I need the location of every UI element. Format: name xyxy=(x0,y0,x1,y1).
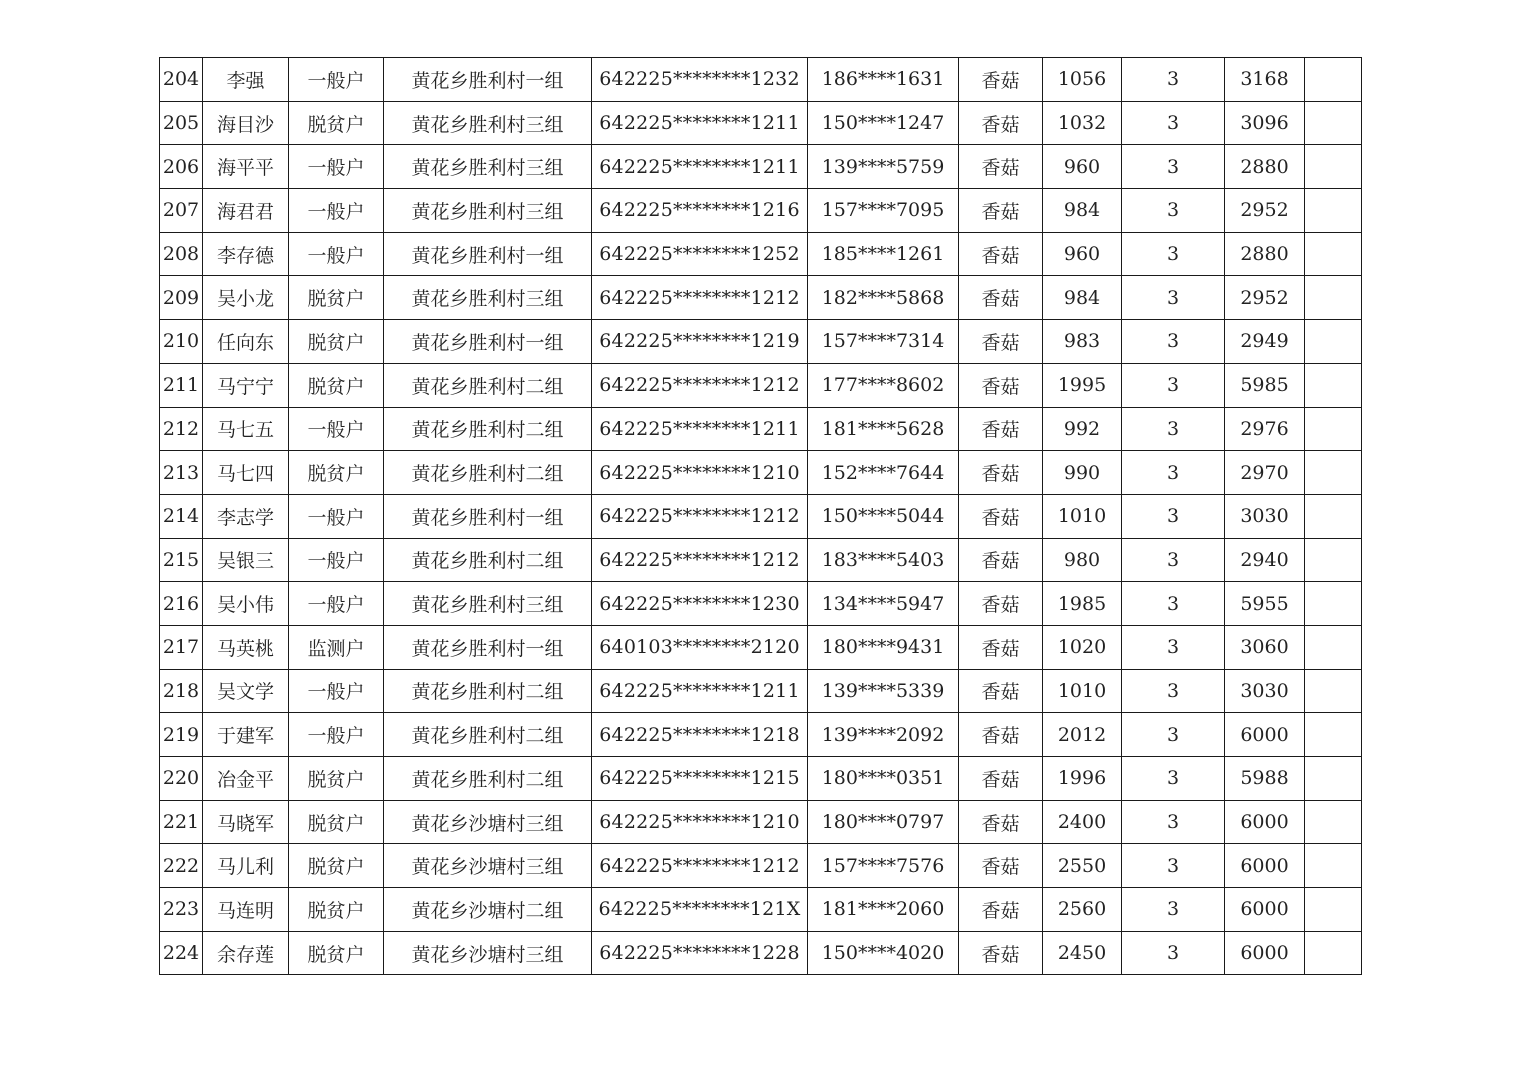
id-number-cell: 642225********1212 xyxy=(592,276,808,320)
id-number-cell: 642225********121X xyxy=(592,888,808,932)
table-body xyxy=(160,58,1362,975)
name-cell: 吴文学 xyxy=(203,669,289,713)
id-number-cell: 640103********2120 xyxy=(592,625,808,669)
row-number-cell: 211 xyxy=(160,363,203,407)
address-cell: 黄花乡胜利村三组 xyxy=(384,276,592,320)
row-number-cell: 209 xyxy=(160,276,203,320)
row-number-cell: 213 xyxy=(160,451,203,495)
address-cell: 黄花乡胜利村三组 xyxy=(384,145,592,189)
table-row xyxy=(160,276,1362,320)
phone-cell: 152****7644 xyxy=(808,451,959,495)
name-cell: 任向东 xyxy=(203,320,289,364)
remark-cell xyxy=(1305,276,1362,320)
crop-cell: 香菇 xyxy=(959,189,1043,233)
address-cell: 黄花乡胜利村一组 xyxy=(384,625,592,669)
amount-cell: 992 xyxy=(1043,407,1122,451)
household-type-cell: 一般户 xyxy=(289,145,384,189)
address-cell: 黄花乡沙塘村二组 xyxy=(384,888,592,932)
table-row xyxy=(160,757,1362,801)
remark-cell xyxy=(1305,363,1362,407)
amount-cell: 960 xyxy=(1043,232,1122,276)
household-type-cell: 一般户 xyxy=(289,538,384,582)
household-type-cell: 一般户 xyxy=(289,713,384,757)
table-row xyxy=(160,888,1362,932)
table-row xyxy=(160,189,1362,233)
crop-cell: 香菇 xyxy=(959,276,1043,320)
crop-cell: 香菇 xyxy=(959,58,1043,102)
id-number-cell: 642225********1212 xyxy=(592,844,808,888)
id-number-cell: 642225********1216 xyxy=(592,189,808,233)
amount-cell: 1032 xyxy=(1043,101,1122,145)
table-row xyxy=(160,538,1362,582)
rate-cell: 3 xyxy=(1122,494,1225,538)
household-type-cell: 脱贫户 xyxy=(289,931,384,975)
remark-cell xyxy=(1305,232,1362,276)
name-cell: 马宁宁 xyxy=(203,363,289,407)
remark-cell xyxy=(1305,931,1362,975)
rate-cell: 3 xyxy=(1122,800,1225,844)
id-number-cell: 642225********1211 xyxy=(592,101,808,145)
id-number-cell: 642225********1212 xyxy=(592,363,808,407)
row-number-cell: 220 xyxy=(160,757,203,801)
household-type-cell: 脱贫户 xyxy=(289,363,384,407)
address-cell: 黄花乡沙塘村三组 xyxy=(384,800,592,844)
rate-cell: 3 xyxy=(1122,451,1225,495)
name-cell: 于建军 xyxy=(203,713,289,757)
table-row xyxy=(160,713,1362,757)
remark-cell xyxy=(1305,625,1362,669)
household-type-cell: 脱贫户 xyxy=(289,276,384,320)
total-cell: 2880 xyxy=(1225,145,1305,189)
crop-cell: 香菇 xyxy=(959,669,1043,713)
amount-cell: 2550 xyxy=(1043,844,1122,888)
table-row xyxy=(160,145,1362,189)
row-number-cell: 207 xyxy=(160,189,203,233)
total-cell: 6000 xyxy=(1225,800,1305,844)
phone-cell: 139****5339 xyxy=(808,669,959,713)
remark-cell xyxy=(1305,407,1362,451)
phone-cell: 157****7576 xyxy=(808,844,959,888)
rate-cell: 3 xyxy=(1122,757,1225,801)
address-cell: 黄花乡胜利村二组 xyxy=(384,713,592,757)
crop-cell: 香菇 xyxy=(959,713,1043,757)
id-number-cell: 642225********1215 xyxy=(592,757,808,801)
phone-cell: 177****8602 xyxy=(808,363,959,407)
remark-cell xyxy=(1305,101,1362,145)
total-cell: 3030 xyxy=(1225,669,1305,713)
phone-cell: 181****2060 xyxy=(808,888,959,932)
household-type-cell: 脱贫户 xyxy=(289,844,384,888)
household-type-cell: 一般户 xyxy=(289,189,384,233)
row-number-cell: 205 xyxy=(160,101,203,145)
name-cell: 马七五 xyxy=(203,407,289,451)
phone-cell: 186****1631 xyxy=(808,58,959,102)
amount-cell: 984 xyxy=(1043,189,1122,233)
amount-cell: 1996 xyxy=(1043,757,1122,801)
address-cell: 黄花乡胜利村二组 xyxy=(384,451,592,495)
table-row xyxy=(160,494,1362,538)
name-cell: 马七四 xyxy=(203,451,289,495)
remark-cell xyxy=(1305,800,1362,844)
rate-cell: 3 xyxy=(1122,407,1225,451)
household-type-cell: 一般户 xyxy=(289,582,384,626)
table-row xyxy=(160,800,1362,844)
rate-cell: 3 xyxy=(1122,625,1225,669)
total-cell: 2880 xyxy=(1225,232,1305,276)
row-number-cell: 219 xyxy=(160,713,203,757)
table-row xyxy=(160,625,1362,669)
rate-cell: 3 xyxy=(1122,669,1225,713)
crop-cell: 香菇 xyxy=(959,320,1043,364)
rate-cell: 3 xyxy=(1122,582,1225,626)
phone-cell: 181****5628 xyxy=(808,407,959,451)
row-number-cell: 208 xyxy=(160,232,203,276)
household-type-cell: 脱贫户 xyxy=(289,101,384,145)
household-type-cell: 脱贫户 xyxy=(289,757,384,801)
crop-cell: 香菇 xyxy=(959,625,1043,669)
household-type-cell: 脱贫户 xyxy=(289,451,384,495)
total-cell: 2949 xyxy=(1225,320,1305,364)
table-row xyxy=(160,101,1362,145)
total-cell: 5988 xyxy=(1225,757,1305,801)
name-cell: 余存莲 xyxy=(203,931,289,975)
address-cell: 黄花乡胜利村一组 xyxy=(384,232,592,276)
remark-cell xyxy=(1305,189,1362,233)
table-row xyxy=(160,844,1362,888)
phone-cell: 182****5868 xyxy=(808,276,959,320)
crop-cell: 香菇 xyxy=(959,888,1043,932)
crop-cell: 香菇 xyxy=(959,232,1043,276)
address-cell: 黄花乡胜利村一组 xyxy=(384,320,592,364)
amount-cell: 980 xyxy=(1043,538,1122,582)
rate-cell: 3 xyxy=(1122,189,1225,233)
rate-cell: 3 xyxy=(1122,320,1225,364)
row-number-cell: 212 xyxy=(160,407,203,451)
rate-cell: 3 xyxy=(1122,931,1225,975)
row-number-cell: 221 xyxy=(160,800,203,844)
amount-cell: 2560 xyxy=(1043,888,1122,932)
name-cell: 马儿利 xyxy=(203,844,289,888)
amount-cell: 2450 xyxy=(1043,931,1122,975)
row-number-cell: 217 xyxy=(160,625,203,669)
crop-cell: 香菇 xyxy=(959,757,1043,801)
crop-cell: 香菇 xyxy=(959,582,1043,626)
household-type-cell: 脱贫户 xyxy=(289,800,384,844)
id-number-cell: 642225********1212 xyxy=(592,494,808,538)
phone-cell: 150****4020 xyxy=(808,931,959,975)
total-cell: 6000 xyxy=(1225,713,1305,757)
id-number-cell: 642225********1230 xyxy=(592,582,808,626)
id-number-cell: 642225********1232 xyxy=(592,58,808,102)
address-cell: 黄花乡胜利村三组 xyxy=(384,582,592,626)
name-cell: 海平平 xyxy=(203,145,289,189)
amount-cell: 1020 xyxy=(1043,625,1122,669)
table-row xyxy=(160,232,1362,276)
name-cell: 马晓军 xyxy=(203,800,289,844)
amount-cell: 1056 xyxy=(1043,58,1122,102)
amount-cell: 1985 xyxy=(1043,582,1122,626)
row-number-cell: 215 xyxy=(160,538,203,582)
address-cell: 黄花乡胜利村三组 xyxy=(384,101,592,145)
rate-cell: 3 xyxy=(1122,363,1225,407)
amount-cell: 990 xyxy=(1043,451,1122,495)
name-cell: 李强 xyxy=(203,58,289,102)
total-cell: 6000 xyxy=(1225,888,1305,932)
name-cell: 冶金平 xyxy=(203,757,289,801)
name-cell: 吴银三 xyxy=(203,538,289,582)
id-number-cell: 642225********1212 xyxy=(592,538,808,582)
table-row xyxy=(160,669,1362,713)
address-cell: 黄花乡沙塘村三组 xyxy=(384,844,592,888)
crop-cell: 香菇 xyxy=(959,101,1043,145)
id-number-cell: 642225********1219 xyxy=(592,320,808,364)
address-cell: 黄花乡胜利村三组 xyxy=(384,189,592,233)
crop-cell: 香菇 xyxy=(959,407,1043,451)
crop-cell: 香菇 xyxy=(959,931,1043,975)
rate-cell: 3 xyxy=(1122,713,1225,757)
household-type-cell: 一般户 xyxy=(289,669,384,713)
total-cell: 2940 xyxy=(1225,538,1305,582)
phone-cell: 183****5403 xyxy=(808,538,959,582)
crop-cell: 香菇 xyxy=(959,145,1043,189)
remark-cell xyxy=(1305,58,1362,102)
id-number-cell: 642225********1210 xyxy=(592,451,808,495)
address-cell: 黄花乡胜利村二组 xyxy=(384,757,592,801)
phone-cell: 180****0351 xyxy=(808,757,959,801)
household-type-cell: 脱贫户 xyxy=(289,888,384,932)
total-cell: 3030 xyxy=(1225,494,1305,538)
remark-cell xyxy=(1305,669,1362,713)
household-type-cell: 一般户 xyxy=(289,407,384,451)
address-cell: 黄花乡胜利村二组 xyxy=(384,407,592,451)
amount-cell: 1010 xyxy=(1043,669,1122,713)
table-row xyxy=(160,931,1362,975)
row-number-cell: 223 xyxy=(160,888,203,932)
table-row xyxy=(160,451,1362,495)
phone-cell: 157****7095 xyxy=(808,189,959,233)
amount-cell: 1995 xyxy=(1043,363,1122,407)
row-number-cell: 210 xyxy=(160,320,203,364)
address-cell: 黄花乡胜利村一组 xyxy=(384,58,592,102)
crop-cell: 香菇 xyxy=(959,451,1043,495)
name-cell: 李志学 xyxy=(203,494,289,538)
crop-cell: 香菇 xyxy=(959,800,1043,844)
household-type-cell: 一般户 xyxy=(289,494,384,538)
amount-cell: 1010 xyxy=(1043,494,1122,538)
total-cell: 2970 xyxy=(1225,451,1305,495)
remark-cell xyxy=(1305,844,1362,888)
total-cell: 2952 xyxy=(1225,189,1305,233)
phone-cell: 139****5759 xyxy=(808,145,959,189)
remark-cell xyxy=(1305,451,1362,495)
table-row xyxy=(160,320,1362,364)
household-type-cell: 一般户 xyxy=(289,232,384,276)
phone-cell: 180****0797 xyxy=(808,800,959,844)
household-type-cell: 一般户 xyxy=(289,58,384,102)
total-cell: 6000 xyxy=(1225,844,1305,888)
total-cell: 2976 xyxy=(1225,407,1305,451)
rate-cell: 3 xyxy=(1122,232,1225,276)
crop-cell: 香菇 xyxy=(959,363,1043,407)
address-cell: 黄花乡胜利村二组 xyxy=(384,669,592,713)
remark-cell xyxy=(1305,757,1362,801)
total-cell: 5955 xyxy=(1225,582,1305,626)
name-cell: 马连明 xyxy=(203,888,289,932)
phone-cell: 134****5947 xyxy=(808,582,959,626)
id-number-cell: 642225********1211 xyxy=(592,407,808,451)
rate-cell: 3 xyxy=(1122,844,1225,888)
row-number-cell: 224 xyxy=(160,931,203,975)
rate-cell: 3 xyxy=(1122,888,1225,932)
remark-cell xyxy=(1305,494,1362,538)
amount-cell: 984 xyxy=(1043,276,1122,320)
phone-cell: 139****2092 xyxy=(808,713,959,757)
name-cell: 吴小龙 xyxy=(203,276,289,320)
remark-cell xyxy=(1305,888,1362,932)
table-row xyxy=(160,407,1362,451)
crop-cell: 香菇 xyxy=(959,494,1043,538)
rate-cell: 3 xyxy=(1122,58,1225,102)
phone-cell: 150****5044 xyxy=(808,494,959,538)
row-number-cell: 206 xyxy=(160,145,203,189)
rate-cell: 3 xyxy=(1122,538,1225,582)
rate-cell: 3 xyxy=(1122,276,1225,320)
crop-cell: 香菇 xyxy=(959,844,1043,888)
row-number-cell: 216 xyxy=(160,582,203,626)
id-number-cell: 642225********1210 xyxy=(592,800,808,844)
name-cell: 马英桃 xyxy=(203,625,289,669)
name-cell: 吴小伟 xyxy=(203,582,289,626)
roster-table xyxy=(159,57,1362,975)
row-number-cell: 204 xyxy=(160,58,203,102)
total-cell: 5985 xyxy=(1225,363,1305,407)
phone-cell: 157****7314 xyxy=(808,320,959,364)
amount-cell: 2012 xyxy=(1043,713,1122,757)
remark-cell xyxy=(1305,582,1362,626)
total-cell: 3060 xyxy=(1225,625,1305,669)
household-type-cell: 脱贫户 xyxy=(289,320,384,364)
row-number-cell: 222 xyxy=(160,844,203,888)
total-cell: 3096 xyxy=(1225,101,1305,145)
household-type-cell: 监测户 xyxy=(289,625,384,669)
rate-cell: 3 xyxy=(1122,145,1225,189)
name-cell: 海目沙 xyxy=(203,101,289,145)
phone-cell: 150****1247 xyxy=(808,101,959,145)
address-cell: 黄花乡胜利村一组 xyxy=(384,494,592,538)
amount-cell: 960 xyxy=(1043,145,1122,189)
amount-cell: 2400 xyxy=(1043,800,1122,844)
remark-cell xyxy=(1305,713,1362,757)
phone-cell: 180****9431 xyxy=(808,625,959,669)
table-row xyxy=(160,363,1362,407)
amount-cell: 983 xyxy=(1043,320,1122,364)
address-cell: 黄花乡胜利村二组 xyxy=(384,363,592,407)
remark-cell xyxy=(1305,538,1362,582)
crop-cell: 香菇 xyxy=(959,538,1043,582)
total-cell: 3168 xyxy=(1225,58,1305,102)
address-cell: 黄花乡沙塘村三组 xyxy=(384,931,592,975)
table-row xyxy=(160,58,1362,102)
phone-cell: 185****1261 xyxy=(808,232,959,276)
id-number-cell: 642225********1228 xyxy=(592,931,808,975)
id-number-cell: 642225********1211 xyxy=(592,145,808,189)
rate-cell: 3 xyxy=(1122,101,1225,145)
remark-cell xyxy=(1305,145,1362,189)
table-row xyxy=(160,582,1362,626)
name-cell: 海君君 xyxy=(203,189,289,233)
name-cell: 李存德 xyxy=(203,232,289,276)
id-number-cell: 642225********1252 xyxy=(592,232,808,276)
row-number-cell: 218 xyxy=(160,669,203,713)
total-cell: 6000 xyxy=(1225,931,1305,975)
total-cell: 2952 xyxy=(1225,276,1305,320)
remark-cell xyxy=(1305,320,1362,364)
id-number-cell: 642225********1211 xyxy=(592,669,808,713)
id-number-cell: 642225********1218 xyxy=(592,713,808,757)
row-number-cell: 214 xyxy=(160,494,203,538)
address-cell: 黄花乡胜利村二组 xyxy=(384,538,592,582)
